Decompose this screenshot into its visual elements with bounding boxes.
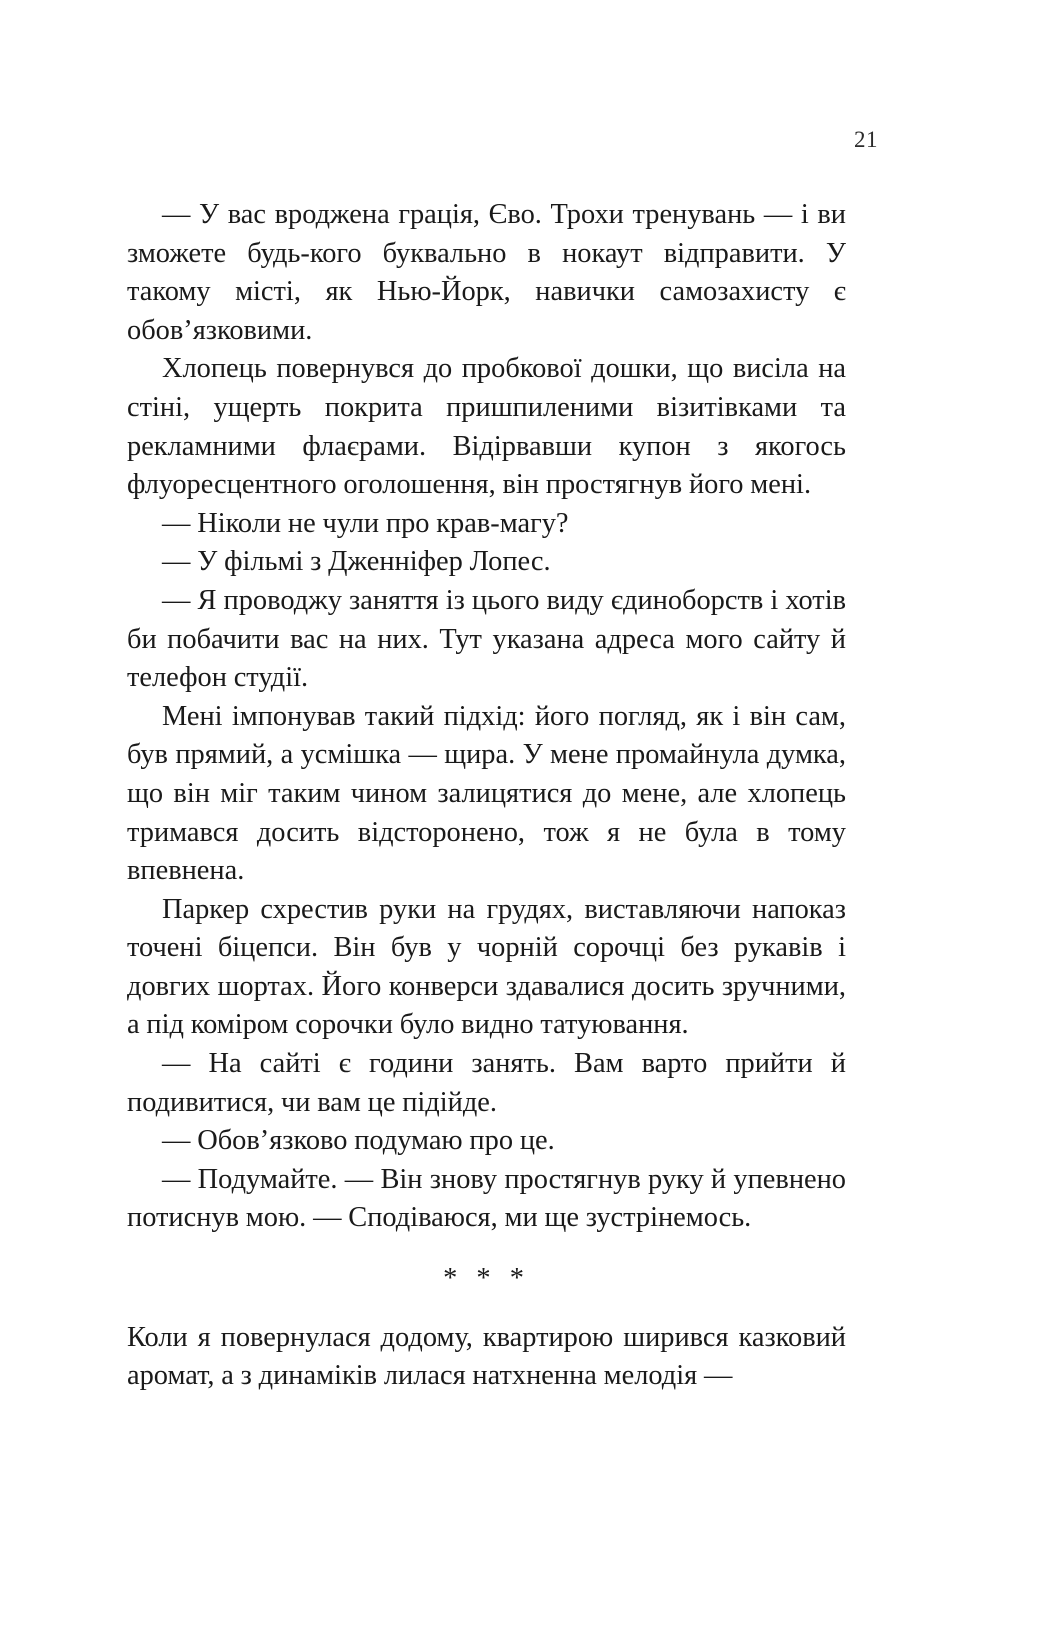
body-text-block xyxy=(127,196,846,1396)
paragraph-dialogue: — Подумайте. — Він знову простягнув руку й упевнено потиснув мою. — Сподіваюся, ми ще зустрінемось. xyxy=(127,1163,846,1234)
paragraph-dialogue: — Я проводжу заняття із цього виду єдиноборств і хотів би побачити вас на них. Тут указана адреса мого сайту й телефон студії. xyxy=(127,584,846,694)
paragraph-dialogue: — Ніколи не чули про крав-магу? xyxy=(162,507,569,539)
paragraph-narration: Коли я повернулася додому, квартирою ширився казковий аромат, а з динаміків лилася натхненна мелодія — xyxy=(127,1321,846,1392)
page-number: 21 xyxy=(854,127,878,152)
paragraph-narration: Хлопець повернувся до пробкової дошки, що висіла на стіні, ущерть покрита пришпиленими візитівками та рекламними флаєрами. Відірвавши купон з якогось флуоресцентного оголошення, він простягнув його мені. xyxy=(127,353,846,501)
paragraph-narration: Мені імпонував такий підхід: його погляд, як і він сам, був прямий, а усмішка — щира. У мене промайнула думка, що він міг таким чином залицятися до мене, але хлопець тримався досить відсторонено, тож я не була в тому впевнена. xyxy=(127,700,846,887)
scene-break-divider: * * * xyxy=(443,1263,530,1295)
paragraph-dialogue: — Обов’язково подумаю про це. xyxy=(162,1125,555,1157)
paragraph-narration: Паркер схрестив руки на грудях, виставляючи напоказ точені біцепси. Він був у чорній сорочці без рукавів і довгих шортах. Його конверси здавалися досить зручними, а під коміром сорочки було видно татуювання. xyxy=(127,893,846,1041)
paragraph-dialogue: — На сайті є години занять. Вам варто прийти й подивитися, чи вам це підійде. xyxy=(127,1048,846,1118)
paragraph-dialogue: — У вас вроджена грація, Єво. Трохи тренувань — і ви зможете будь-кого буквально в нокаут відправити. У такому місті, як Нью-Йорк, навички самозахисту є обов’язковими. xyxy=(127,199,846,346)
paragraph-dialogue: — У фільмі з Дженніфер Лопес. xyxy=(162,546,551,578)
